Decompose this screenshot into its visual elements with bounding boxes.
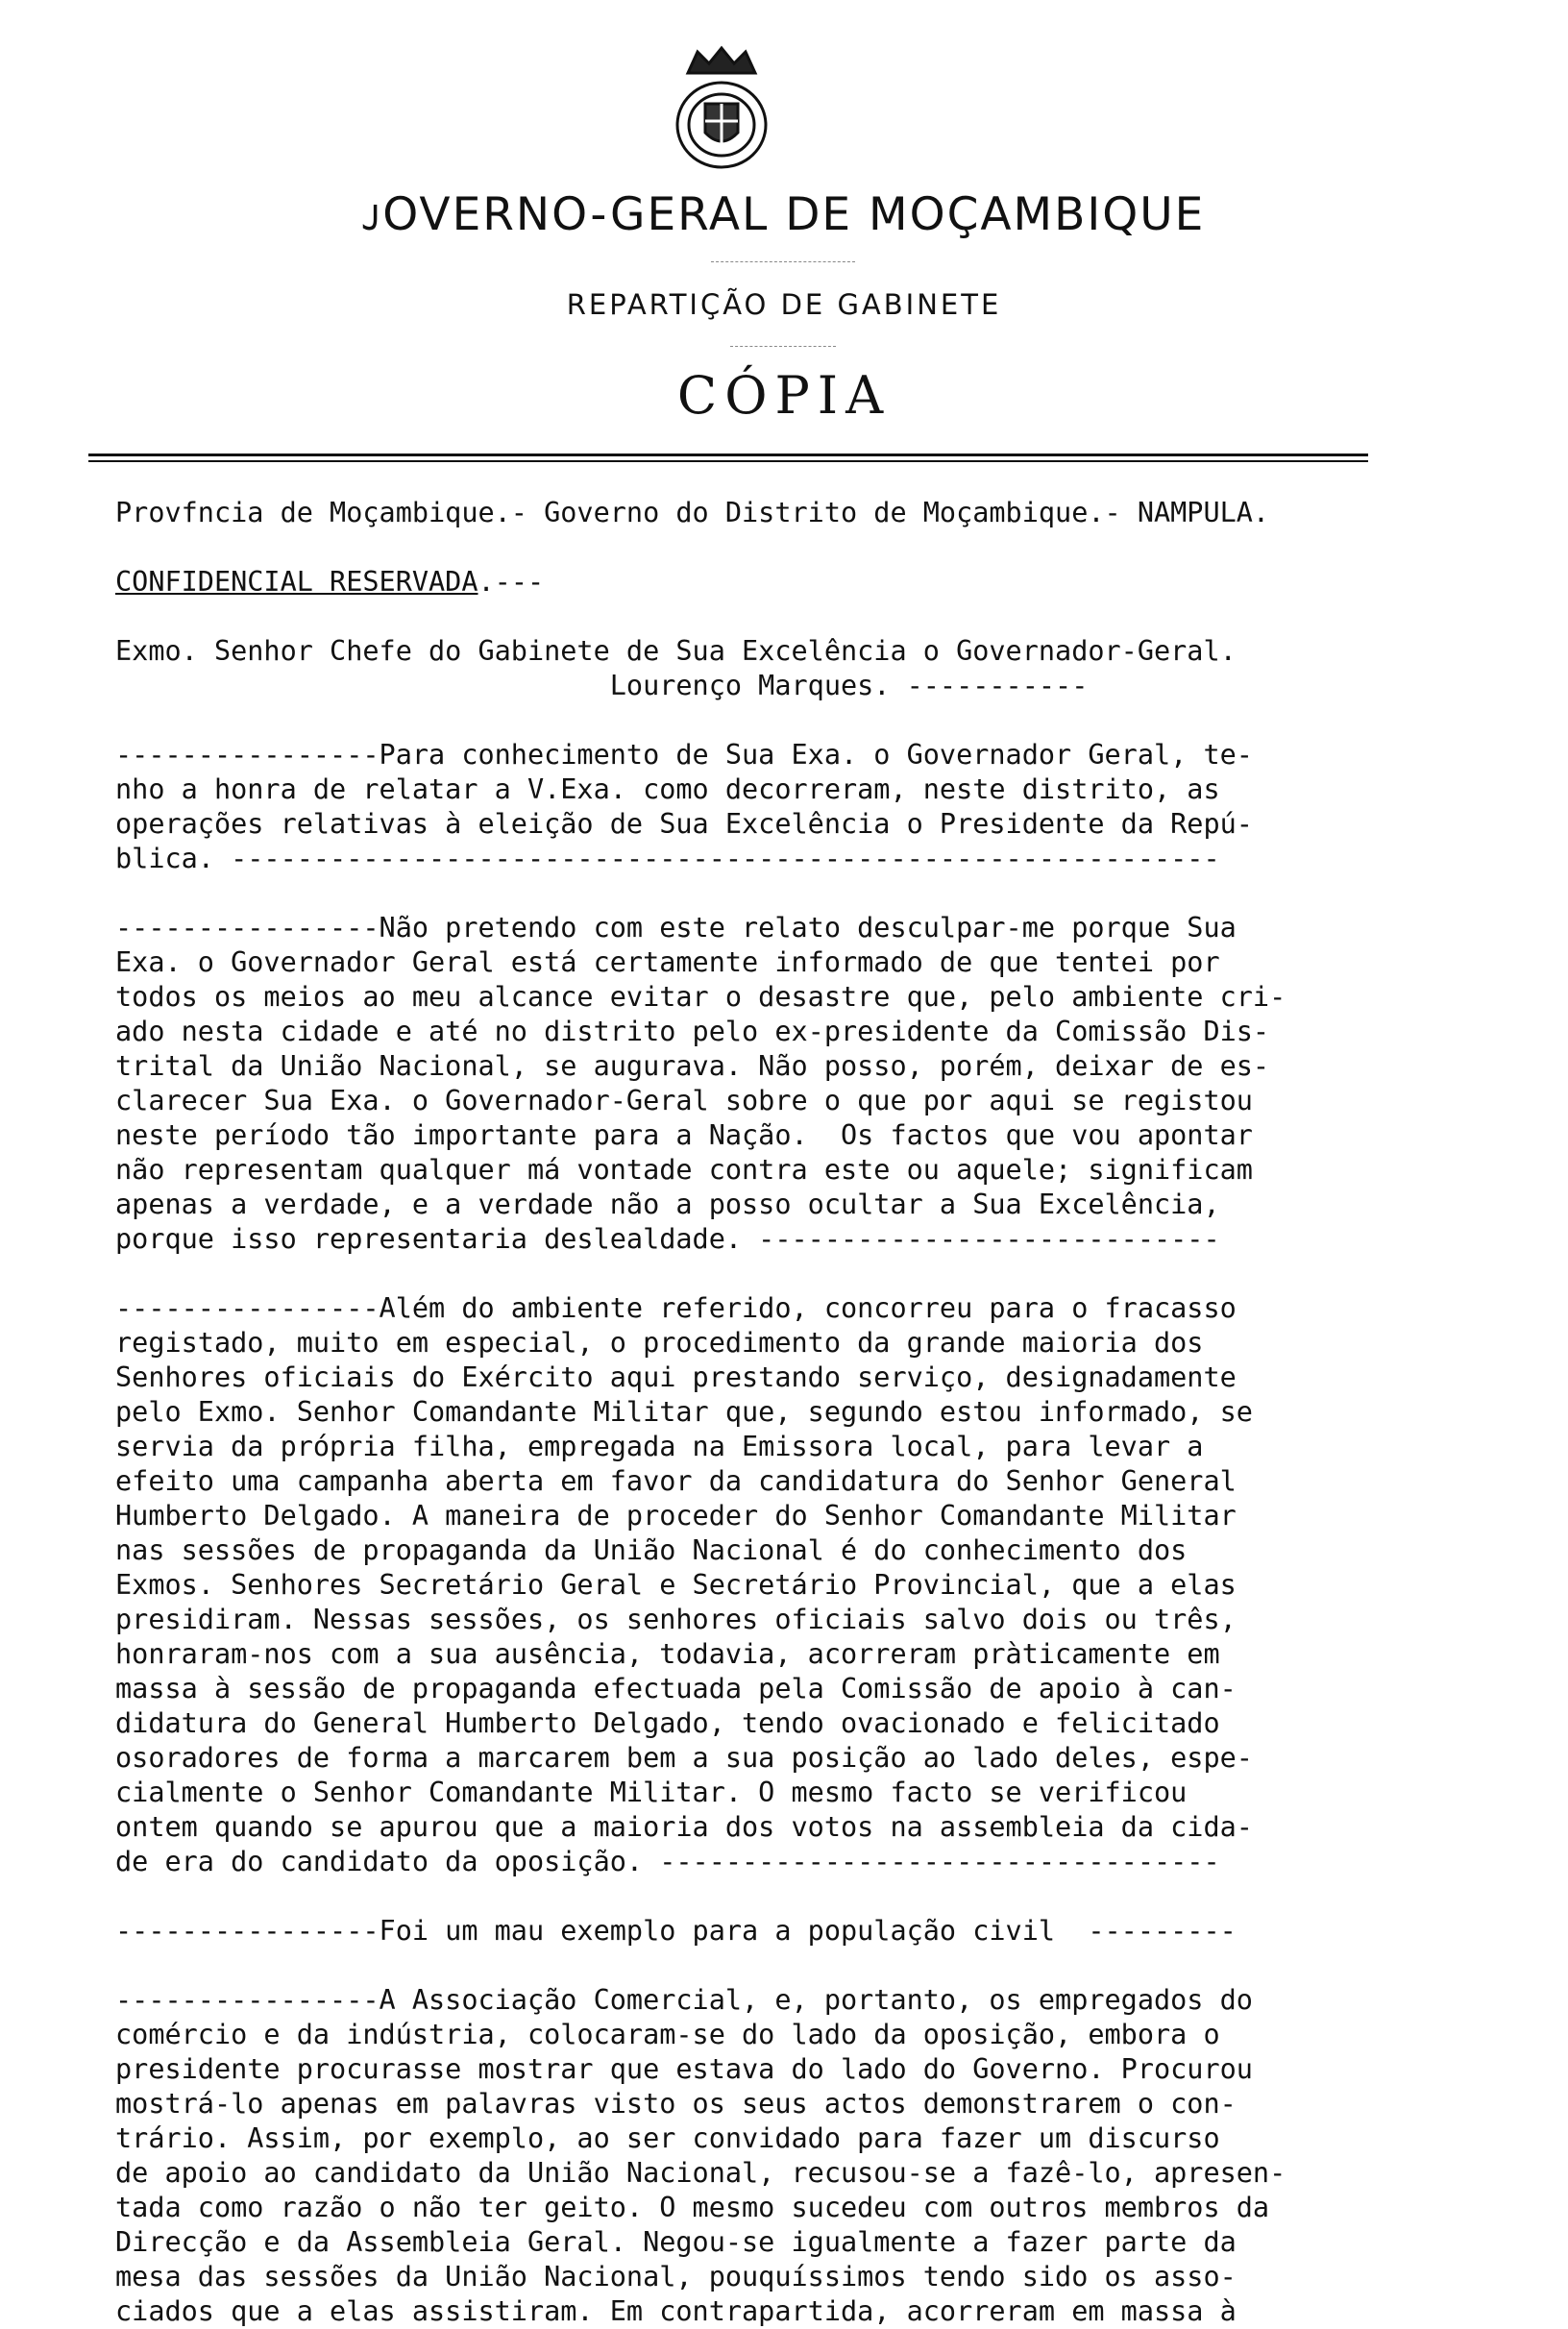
paragraphs [115,738,1460,2329]
paragraph-line: presidiram. Nessas sessões, os senhores oficiais salvo dois ou três, [115,1604,1237,1635]
paragraph-line: ----------------Além do ambiente referido, concorreu para o fracasso [115,1292,1237,1324]
paragraph [115,1914,1460,1949]
letter-body [115,496,1460,2329]
paragraph-line: mesa das sessões da União Nacional, pouquíssimos tendo sido os asso- [115,2261,1237,2292]
paragraph-line: tada como razão o não ter geito. O mesmo sucedeu com outros membros da [115,2192,1270,2223]
classification-label: CONFIDENCIAL RESERVADA [115,566,478,598]
addressee-city: Lourenço Marques. ----------- [115,670,1089,701]
paragraph [115,1983,1460,2329]
paragraph-line: de apoio ao candidato da União Nacional, recusou-se a fazê-lo, apresen- [115,2157,1286,2189]
header-rule-thick [88,454,1368,456]
paragraph-line: Exa. o Governador Geral está certamente informado de que tentei por [115,946,1220,978]
paragraph [115,911,1460,1257]
paragraph-line: Humberto Delgado. A maneira de proceder do Senhor Comandante Militar [115,1500,1237,1532]
paragraph-line: osoradores de forma a marcarem bem a sua posição ao lado deles, espe- [115,1742,1253,1774]
paragraph-line: ado nesta cidade e até no distrito pelo ex-presidente da Comissão Dis- [115,1016,1270,1047]
paragraph-line: ontem quando se apurou que a maioria dos votos na assembleia da cida- [115,1811,1253,1843]
paragraph-line: presidente procurasse mostrar que estava do lado do Governo. Procurou [115,2053,1253,2085]
paragraph-line: Direcção e da Assembleia Geral. Negou-se igualmente a fazer parte da [115,2226,1237,2258]
paragraph-line: servia da própria filha, empregada na Emissora local, para levar a [115,1431,1204,1462]
paragraph-line: Senhores oficiais do Exército aqui prestando serviço, designadamente [115,1361,1237,1393]
paragraph-line: massa à sessão de propaganda efectuada pela Comissão de apoio à can- [115,1673,1237,1704]
paragraph-line: ----------------Para conhecimento de Sua Exa. o Governador Geral, te- [115,739,1253,771]
paragraph-line: clarecer Sua Exa. o Governador-Geral sobre o que por aqui se registou [115,1085,1253,1116]
title-separator [711,261,855,262]
paragraph-line: nas sessões de propaganda da União Nacional é do conhecimento dos [115,1534,1188,1566]
paragraph-line: ----------------Foi um mau exemplo para a população civil --------- [115,1915,1237,1947]
copy-label: CÓPIA [676,365,892,426]
paragraph-line: ----------------A Associação Comercial, e, portanto, os empregados do [115,1984,1253,2016]
government-title: ᴊOVERNO-GERAL DE MOÇAMBIQUE [362,188,1206,241]
paragraph-line: apenas a verdade, e a verdade não a posso ocultar a Sua Excelência, [115,1189,1220,1220]
paragraph [115,738,1460,876]
header-rule-thin [88,460,1368,462]
paragraph-line: mostrá-lo apenas em palavras visto os seus actos demonstrarem o con- [115,2088,1237,2120]
paragraph-line: de era do candidato da oposição. ---------------------------------- [115,1846,1220,1877]
paragraph-line: trital da União Nacional, se augurava. Não posso, porém, deixar de es- [115,1050,1270,1082]
paragraph-line: nho a honra de relatar a V.Exa. como decorreram, neste distrito, as [115,773,1220,805]
paragraph-line: Exmos. Senhores Secretário Geral e Secretário Provincial, que a elas [115,1569,1237,1601]
paragraph-line: não representam qualquer má vontade contra este ou aquele; significam [115,1154,1253,1186]
classification-suffix: .--- [478,566,545,598]
paragraph-line: registado, muito em especial, o procedimento da grande maioria dos [115,1327,1204,1359]
paragraph-line: neste período tão importante para a Nação. Os factos que vou apontar [115,1119,1253,1151]
paragraph-line: cialmente o Senhor Comandante Militar. O mesmo facto se verificou [115,1777,1188,1808]
paragraph-line: efeito uma campanha aberta em favor da candidatura do Senhor General [115,1465,1237,1497]
paragraph-line: comércio e da indústria, colocaram-se do lado da oposição, embora o [115,2019,1220,2050]
paragraph-line: didatura do General Humberto Delgado, tendo ovacionado e felicitado [115,1707,1220,1739]
sender-line: Provfncia de Moçambique.- Governo do Distrito de Moçambique.- NAMPULA. [115,497,1270,528]
coat-of-arms-icon [669,44,774,169]
paragraph [115,1291,1460,1879]
department-title: REPARTIÇÃO DE GABINETE [566,288,1002,321]
paragraph-line: pelo Exmo. Senhor Comandante Militar que, segundo estou informado, se [115,1396,1253,1428]
paragraph-line: ciados que a elas assistiram. Em contrapartida, acorreram em massa à [115,2295,1237,2327]
paragraph-line: todos os meios ao meu alcance evitar o desastre que, pelo ambiente cri- [115,981,1286,1013]
paragraph-line: blica. ------------------------------------------------------------ [115,843,1220,874]
classification-line [115,565,1460,600]
department-separator [730,346,836,347]
paragraph-line: porque isso representaria deslealdade. ---------------------------- [115,1223,1220,1255]
paragraph-line: ----------------Não pretendo com este relato desculpar-me porque Sua [115,912,1237,944]
addressee-line: Exmo. Senhor Chefe do Gabinete de Sua Excelência o Governador-Geral. [115,635,1237,667]
paragraph-line: trário. Assim, por exemplo, ao ser convidado para fazer um discurso [115,2122,1220,2154]
paragraph-line: operações relativas à eleição de Sua Excelência o Presidente da Repú- [115,808,1253,840]
paragraph-line: honraram-nos com a sua ausência, todavia, acorreram pràticamente em [115,1638,1220,1670]
